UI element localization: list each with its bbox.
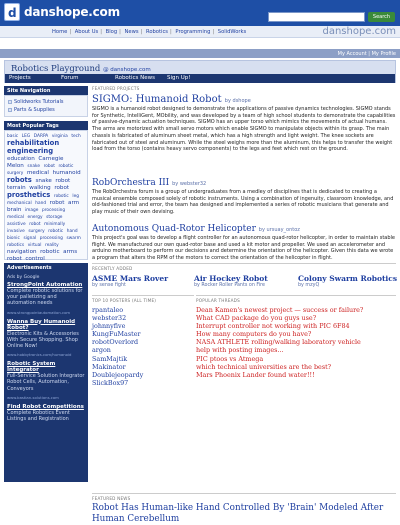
sidebar-item-parts-supplies[interactable]: Parts & Supplies bbox=[8, 106, 84, 114]
poster-link[interactable]: SamMajtik bbox=[92, 354, 128, 363]
ad-title[interactable]: StrongPoint Automation bbox=[7, 282, 83, 288]
tag-link[interactable]: robot bbox=[54, 185, 70, 191]
popular-threads-label: POPULAR THREADS bbox=[196, 298, 240, 303]
recent-item[interactable]: ASME Mars Rover by sense fight bbox=[92, 274, 169, 288]
article-body: SIGMO is a humanoid robot designed to demonstrate the applications of passive dynamics technologies. SIGMO stands for Synthetic, IntelliGent, MObility, and was developed by a team of high school students to demonstrate the capabilities of passive-dynamic actuation techniques. SIGMO has an upper torso which mimics the movements of actual humans. The arms are motorized with small servo motors which enable SIGMO to manipulate objects within its grasp. The main chassis is fabricated of aluminum sheet metal, which has a high strength and light weight. The knee sockets are fabricated out of steel and aluminum. While the steel weighs more than the aluminum, this helps to transfer the weight load from the torso (contains heavy servo components) to the legs and feet which rest on the ground. bbox=[92, 106, 396, 153]
ad-url[interactable]: www.strongpointautomation.com bbox=[7, 309, 71, 315]
search-input[interactable] bbox=[268, 12, 365, 22]
tag-link[interactable]: snake bbox=[27, 164, 40, 169]
account-bar bbox=[0, 49, 400, 58]
poster-link[interactable]: Doublejeopardy bbox=[92, 370, 144, 379]
featured-article bbox=[92, 178, 396, 216]
poster-link[interactable]: robotOverlord bbox=[92, 338, 139, 347]
tag-link[interactable]: walking bbox=[29, 185, 51, 191]
nav-news[interactable]: News bbox=[124, 29, 139, 35]
tag-cloud bbox=[4, 130, 88, 260]
popular-threads bbox=[196, 295, 396, 425]
folder-icon bbox=[8, 108, 12, 112]
tag-link[interactable]: robotics bbox=[7, 243, 25, 248]
tag-link[interactable]: humanoid bbox=[52, 170, 81, 176]
tag-link[interactable]: snake bbox=[35, 178, 52, 184]
tag-link[interactable]: education bbox=[7, 156, 35, 162]
featured-article bbox=[92, 94, 396, 153]
section-header bbox=[4, 60, 396, 83]
recent-item[interactable]: Colony Swarm Robotics by mzyQ bbox=[298, 274, 398, 288]
tag-link[interactable]: robot bbox=[7, 256, 22, 262]
recently-added-label: RECENTLY ADDED bbox=[92, 266, 133, 271]
top-posters bbox=[92, 295, 194, 425]
nav-about-us[interactable]: About Us bbox=[74, 29, 99, 35]
nav-robotics[interactable]: Robotics bbox=[145, 29, 168, 35]
tag-link[interactable]: arm bbox=[68, 200, 80, 206]
article-title[interactable]: Autonomous Quad-Rotor Helicopter by ursuay_ontoz bbox=[92, 224, 300, 234]
tag-link[interactable]: surgery bbox=[28, 229, 45, 234]
tag-link[interactable]: processing bbox=[41, 208, 66, 213]
ads-panel bbox=[4, 272, 88, 482]
poster-link[interactable]: johnnyfive bbox=[92, 322, 126, 331]
top-posters-label: TOP 10 POSTERS (ALL TIME) bbox=[92, 298, 157, 303]
tag-link[interactable]: medical bbox=[26, 170, 49, 176]
tag-link[interactable]: hand bbox=[66, 229, 78, 234]
tag-link[interactable]: reality bbox=[45, 243, 59, 248]
ad-title[interactable]: Robotic System Integrator bbox=[7, 361, 56, 374]
tag-link[interactable]: tech bbox=[71, 134, 81, 139]
tag-link[interactable]: navigation bbox=[7, 249, 37, 255]
site-navigation-heading: Site Navigation bbox=[4, 86, 88, 95]
tag-link[interactable]: minimally bbox=[44, 222, 66, 227]
recently-added bbox=[92, 263, 396, 293]
tag-link[interactable]: bionic bbox=[7, 236, 20, 241]
tag-link[interactable]: surgery bbox=[7, 171, 24, 176]
tab-robotics-news[interactable]: Robotics News bbox=[115, 75, 155, 81]
nav-blog[interactable]: Blog bbox=[105, 29, 118, 35]
featured-projects-label: FEATURED PROJECTS bbox=[92, 86, 140, 91]
popular-tags-heading: Most Popular Tags bbox=[4, 121, 88, 130]
tag-link[interactable]: robot bbox=[55, 178, 71, 184]
ad-description: Complete Robotics Event Listings and Registration bbox=[7, 409, 70, 423]
tag-link[interactable]: rehabilitation bbox=[7, 139, 60, 147]
tab-forum[interactable]: Forum bbox=[61, 75, 79, 81]
tag-link[interactable]: terrain bbox=[7, 185, 26, 191]
tag-link[interactable]: robot bbox=[49, 200, 65, 206]
ad-title[interactable]: Wanna Buy Humanoid Robot? bbox=[7, 318, 76, 331]
main-content bbox=[92, 86, 398, 524]
tag-link[interactable]: energy bbox=[27, 215, 43, 220]
news-headline[interactable]: Robot Has Human-like Hand Controlled By 'Brain' Modeled After Human Cerebellum bbox=[92, 503, 384, 524]
nav-home[interactable]: Home bbox=[52, 29, 68, 35]
tag-link[interactable]: virtual bbox=[27, 243, 42, 248]
thread-link[interactable]: Interrupt controller not working with PIC 6F84 bbox=[196, 322, 350, 331]
poster-link[interactable]: Makinator bbox=[92, 362, 126, 371]
tag-link[interactable]: Melon bbox=[7, 163, 24, 169]
featured-news-label: FEATURED NEWS bbox=[92, 496, 131, 501]
tag-link[interactable]: robotic bbox=[58, 164, 74, 169]
thread-link[interactable]: How many computers do you have? bbox=[196, 330, 312, 339]
tag-link[interactable]: arms bbox=[63, 249, 78, 255]
ad-url[interactable]: www.bastian-solutions.com bbox=[7, 394, 59, 400]
tag-link[interactable]: control bbox=[25, 256, 45, 262]
poster-link[interactable]: SlickBox97 bbox=[92, 378, 129, 387]
tag-link[interactable]: hand bbox=[35, 201, 47, 206]
featured-article bbox=[92, 224, 396, 262]
tag-link[interactable]: signal bbox=[23, 236, 37, 241]
tag-link[interactable]: assistive bbox=[7, 222, 26, 227]
tag-link[interactable]: swarm bbox=[66, 236, 81, 241]
thread-link[interactable]: help with posting images... bbox=[196, 346, 284, 355]
logo-icon[interactable]: d bbox=[4, 3, 20, 21]
tag-link[interactable]: robotic bbox=[48, 229, 64, 234]
site-tag: @ danshope.com bbox=[103, 67, 151, 73]
nav-solidworks[interactable]: SolidWorks bbox=[217, 29, 247, 35]
tag-link[interactable]: Carnegie bbox=[38, 156, 64, 162]
tag-link[interactable]: robot bbox=[43, 164, 55, 169]
threads-list bbox=[196, 306, 396, 379]
thread-link[interactable]: which technical universities are the best? bbox=[196, 362, 332, 371]
thread-link[interactable]: Mars Phoenix Lander found water!!! bbox=[196, 370, 315, 379]
folder-icon bbox=[8, 100, 12, 104]
poster-link[interactable]: webster32 bbox=[92, 314, 127, 323]
sidebar bbox=[4, 86, 88, 462]
tag-link[interactable]: LEG bbox=[21, 134, 31, 139]
ad-description: Full-Service Solution Integrator Robot Cells, Automation, Conveyors bbox=[7, 373, 85, 392]
sidebar-item-solidworks-tutorials[interactable]: Solidworks Tutorials bbox=[8, 98, 84, 106]
top-navigation: Home | About Us | Blog | News | Robotics | Programming | SolidWorks danshope.com bbox=[0, 26, 400, 38]
nav-programming[interactable]: Programming bbox=[175, 29, 211, 35]
thread-link[interactable]: PIC ptoos vs Atmega bbox=[196, 354, 264, 363]
tag-link[interactable]: virginia bbox=[51, 134, 68, 139]
thread-link[interactable]: Dean Kamen's newest project — success or failure? bbox=[196, 306, 364, 314]
ad-description: Complete robotic solutions for your palletizing and automation needs bbox=[7, 288, 83, 307]
article-body: This project's goal was to develop a flight controller for an autonomous quad-rotor helicopter, in order to maintain stable flight. We manufactured our own quad-rotor base and used a kit motor and propeller. We used an accelerometer and arduino motherboard to perform our decisions and determine the orientation of the helicopter. Given this data we wrote a program that alters the RPM of the motors to correct the orientation of the helicopter in flight. bbox=[92, 235, 395, 262]
tab-sign-up[interactable]: Sign Up! bbox=[167, 75, 191, 81]
account-links[interactable]: My Account | My Profile bbox=[337, 50, 396, 57]
thread-link[interactable]: What CAD package do you guys use? bbox=[196, 314, 317, 323]
ad-title[interactable]: Find Robot Competitions bbox=[7, 403, 84, 410]
thread-link[interactable]: NASA ATHLETE rolling/walking laboratory vehicle bbox=[196, 338, 361, 347]
recent-item[interactable]: Air Hockey Robot by Rocker Roller Pants on Fire bbox=[194, 274, 268, 288]
advertisements-heading: Advertisements bbox=[4, 263, 88, 272]
tag-link[interactable]: mechanical bbox=[7, 201, 32, 206]
article-title[interactable]: RobOrchestra III by webster32 bbox=[92, 178, 207, 188]
site-header bbox=[0, 0, 400, 26]
ad-description: Electronic Kits & Accessories With Secure Shopping. Shop Online Now! bbox=[7, 330, 79, 350]
tag-link[interactable]: leg bbox=[72, 194, 79, 199]
article-title[interactable]: SIGMO: Humanoid Robot by dshope bbox=[92, 94, 251, 105]
tag-link[interactable]: engineering bbox=[7, 147, 54, 155]
ad-url[interactable]: www.hobbytronics.com/humanoid bbox=[7, 352, 72, 358]
tag-link[interactable]: brain bbox=[7, 207, 22, 213]
site-navigation-box bbox=[4, 95, 88, 117]
article-body: The RobOrchestra forum is a group of undergraduates from a medley of disciplines that is dedicated to creating a musical ensemble composed solely of robotic instruments. Using a combination of ingenuity, classroom knowledge, and old-fashioned trial and error, the team has designed and implemented a series of robotic musicians that generate and play music of their own devising. bbox=[92, 189, 394, 216]
posters-list bbox=[92, 306, 194, 387]
section-tabs bbox=[5, 74, 395, 83]
tag-link[interactable]: image bbox=[24, 208, 39, 213]
tab-projects[interactable]: Projects bbox=[9, 75, 31, 81]
tag-link[interactable]: invasive bbox=[7, 229, 25, 234]
poster-link[interactable]: argon bbox=[92, 346, 111, 355]
featured-news bbox=[92, 493, 396, 525]
page-title: Robotics Playground @ danshope.com bbox=[11, 64, 151, 74]
site-logo-text[interactable]: danshope.com bbox=[24, 5, 120, 19]
tag-link[interactable]: robotic bbox=[53, 194, 69, 199]
tag-link[interactable]: robot bbox=[29, 222, 41, 227]
ads-by-google[interactable]: Ads by Google bbox=[7, 275, 40, 280]
brand-wordmark: danshope.com bbox=[322, 26, 396, 37]
poster-link[interactable]: KungFuMaster bbox=[92, 330, 141, 339]
tag-link[interactable]: robots bbox=[7, 176, 32, 184]
tag-link[interactable]: prosthetics bbox=[7, 191, 51, 199]
tag-link[interactable]: processing bbox=[39, 236, 63, 241]
search-button[interactable]: Search bbox=[368, 12, 395, 22]
tag-link[interactable]: robotic bbox=[40, 249, 60, 255]
tag-link[interactable]: storage bbox=[46, 215, 63, 220]
tag-link[interactable]: basic bbox=[7, 134, 19, 139]
tag-link[interactable]: DARPA bbox=[33, 134, 49, 139]
poster-link[interactable]: rpantaleo bbox=[92, 306, 124, 314]
tag-link[interactable]: medical bbox=[7, 215, 24, 220]
